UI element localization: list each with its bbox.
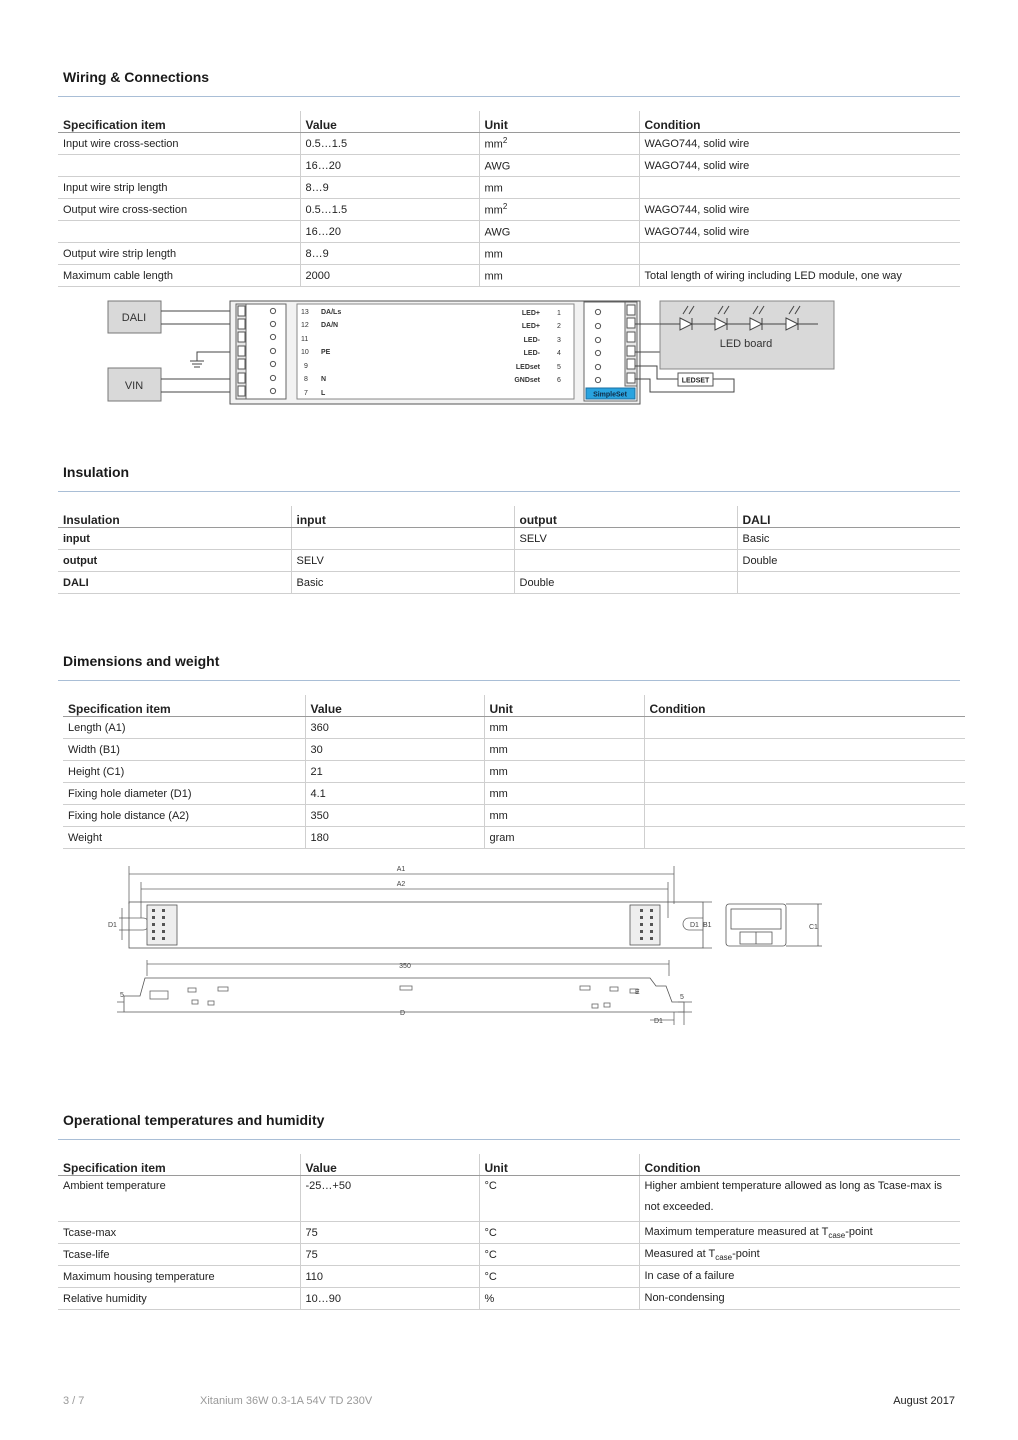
table-header-row	[63, 695, 965, 717]
terminal-blocks-top	[147, 905, 660, 945]
spec-condition	[639, 1222, 960, 1244]
spec-value: 0.5…1.5	[300, 199, 479, 221]
unit-superscript: 2	[502, 136, 508, 146]
insulation-table	[58, 506, 960, 594]
table-row	[58, 1266, 960, 1288]
terminal-name: PE	[321, 349, 331, 356]
table-row	[63, 827, 965, 849]
table-header-row	[58, 506, 960, 528]
spec-unit: gram	[484, 827, 644, 849]
terminal-number: 11	[301, 336, 309, 343]
terminal-name: LED-	[523, 350, 540, 357]
terminal-number: 12	[301, 322, 309, 329]
terminal-number: 8	[304, 376, 308, 383]
table-cell	[514, 550, 737, 572]
terminal-number: 7	[304, 390, 308, 397]
table-row	[63, 739, 965, 761]
spec-condition	[644, 761, 965, 783]
spec-unit: mm	[484, 805, 644, 827]
temperatures-table	[58, 1154, 960, 1310]
table-row	[58, 1176, 960, 1222]
terminal-number: 3	[557, 337, 561, 344]
terminal-name: DA/N	[321, 322, 339, 329]
table-row	[58, 1222, 960, 1244]
table-row	[58, 1244, 960, 1266]
dim-label-d1-side: D1	[654, 1018, 663, 1025]
led-board-label: LED board	[719, 338, 773, 350]
spec-unit: °C	[479, 1266, 639, 1288]
spec-unit: %	[479, 1288, 639, 1310]
row-header: input	[58, 528, 291, 550]
product-name: Xitanium 36W 0.3-1A 54V TD 230V	[200, 1395, 373, 1407]
table-row	[63, 717, 965, 739]
dimensions-section-title: Dimensions and weight	[63, 653, 220, 669]
ledset-label: LEDSET	[681, 377, 710, 385]
spec-value: 21	[305, 761, 484, 783]
condition-text: Measured at T	[644, 1247, 716, 1260]
terminal-name: LED+	[521, 310, 540, 317]
spec-item: Fixing hole distance (A2)	[63, 805, 305, 827]
header-cell: Value	[300, 111, 479, 133]
spec-item: Tcase-life	[58, 1244, 300, 1266]
spec-condition: WAGO744, solid wire	[639, 133, 960, 155]
end-view	[726, 904, 822, 946]
spec-value: -25…+50	[300, 1176, 479, 1222]
header-cell: Unit	[484, 695, 644, 717]
table-row	[63, 783, 965, 805]
spec-condition: WAGO744, solid wire	[639, 221, 960, 243]
spec-unit: mm	[484, 783, 644, 805]
spec-item: Output wire strip length	[58, 243, 300, 265]
header-cell: input	[291, 506, 514, 528]
row-header: output	[58, 550, 291, 572]
document-date: August 2017	[893, 1395, 955, 1407]
spec-value: 75	[300, 1244, 479, 1266]
dim-label-c1: C1	[809, 924, 818, 931]
section-divider	[58, 1139, 960, 1140]
table-cell: Double	[514, 572, 737, 594]
spec-value: 4.1	[305, 783, 484, 805]
led-board	[660, 301, 834, 369]
dimension-labels	[108, 866, 818, 1025]
spec-condition: WAGO744, solid wire	[639, 155, 960, 177]
spec-value: 8…9	[300, 243, 479, 265]
terminal-number: 9	[304, 363, 308, 370]
spec-item: Input wire strip length	[58, 177, 300, 199]
condition-suffix: -point	[845, 1225, 873, 1238]
dim-label-d1-left: D1	[108, 922, 117, 929]
spec-condition	[644, 783, 965, 805]
dim-label-5-left: 5	[120, 992, 124, 999]
spec-item: Input wire cross-section	[58, 133, 300, 155]
dim-label-d: D	[400, 1010, 406, 1017]
header-cell: Value	[305, 695, 484, 717]
spec-value: 110	[300, 1266, 479, 1288]
table-row	[58, 265, 960, 287]
spec-condition	[644, 805, 965, 827]
condition-text: Higher ambient temperature allowed as long as Tcase-max is not exceeded.	[644, 1180, 943, 1213]
unit-text: AWG	[484, 160, 511, 173]
unit-text: mm	[484, 204, 503, 217]
header-cell: Condition	[644, 695, 965, 717]
table-row	[58, 199, 960, 221]
terminal-number: 5	[557, 364, 561, 371]
table-row	[63, 805, 965, 827]
unit-text: AWG	[484, 226, 511, 239]
unit-text: mm	[484, 248, 503, 261]
terminal-name: LED+	[521, 323, 540, 330]
spec-value: 350	[305, 805, 484, 827]
header-cell: DALI	[737, 506, 960, 528]
spec-item: Weight	[63, 827, 305, 849]
terminal-name: LEDset	[515, 364, 540, 371]
spec-value: 360	[305, 717, 484, 739]
spec-condition	[639, 1288, 960, 1310]
terminal-number: 1	[557, 310, 561, 317]
wiring-table	[58, 111, 960, 287]
section-divider	[58, 680, 960, 681]
spec-unit: °C	[479, 1222, 639, 1244]
condition-text: In case of a failure	[644, 1269, 735, 1282]
unit-text: mm	[484, 138, 503, 151]
spec-unit	[479, 265, 639, 287]
dim-label-a2: A2	[396, 881, 406, 888]
spec-value: 8…9	[300, 177, 479, 199]
table-row	[58, 155, 960, 177]
table-header-row	[58, 111, 960, 133]
dali-label: DALI	[121, 312, 147, 324]
terminal-name: LED-	[523, 337, 540, 344]
spec-unit: °C	[479, 1176, 639, 1222]
table-cell	[291, 528, 514, 550]
spec-unit	[479, 221, 639, 243]
dim-label-5-right: 5	[680, 994, 684, 1001]
dimensions-table	[63, 695, 965, 849]
header-cell: Condition	[639, 1154, 960, 1176]
terminal-name: GNDset	[514, 377, 540, 384]
spec-value: 10…90	[300, 1288, 479, 1310]
dim-label-d1-right: D1	[690, 922, 699, 929]
unit-text: mm	[484, 182, 503, 195]
header-cell: Unit	[479, 111, 639, 133]
spec-value: 0.5…1.5	[300, 133, 479, 155]
temperatures-section-title: Operational temperatures and humidity	[63, 1112, 325, 1128]
header-cell: Specification item	[58, 1154, 300, 1176]
dim-label-b1: B1	[703, 922, 712, 929]
condition-text: Maximum temperature measured at T	[644, 1225, 829, 1238]
condition-subscript: case	[828, 1230, 846, 1240]
terminal-name: L	[321, 390, 326, 397]
section-divider	[58, 491, 960, 492]
vin-label: VIN	[124, 380, 144, 392]
terminal-name: DA/Ls	[321, 309, 342, 316]
table-row	[58, 550, 960, 572]
table-row	[58, 221, 960, 243]
spec-condition	[639, 1266, 960, 1288]
wiring-diagram	[100, 295, 845, 410]
header-cell: Value	[300, 1154, 479, 1176]
spec-item: Ambient temperature	[58, 1176, 300, 1222]
wiring-section-title: Wiring & Connections	[63, 69, 210, 85]
header-cell: Unit	[479, 1154, 639, 1176]
header-cell: Specification item	[63, 695, 305, 717]
spec-item: Output wire cross-section	[58, 199, 300, 221]
terminal-pins	[152, 909, 653, 940]
spec-item: Height (C1)	[63, 761, 305, 783]
spec-unit	[479, 177, 639, 199]
unit-superscript: 2	[502, 202, 508, 212]
insulation-section-title: Insulation	[63, 464, 130, 480]
dimension-drawing	[100, 860, 830, 1035]
table-cell: Basic	[737, 528, 960, 550]
spec-item: Width (B1)	[63, 739, 305, 761]
spec-unit: mm	[484, 739, 644, 761]
unit-text: mm	[484, 270, 503, 283]
spec-unit	[479, 133, 639, 155]
spec-value: 180	[305, 827, 484, 849]
condition-suffix: -point	[732, 1247, 760, 1260]
table-header-row	[58, 1154, 960, 1176]
header-cell: Specification item	[58, 111, 300, 133]
section-divider	[58, 96, 960, 97]
spec-condition	[644, 717, 965, 739]
spec-item: Maximum housing temperature	[58, 1266, 300, 1288]
spec-item: Fixing hole diameter (D1)	[63, 783, 305, 805]
spec-unit	[479, 199, 639, 221]
table-cell: Double	[737, 550, 960, 572]
spec-unit: mm	[484, 761, 644, 783]
spec-value: 2000	[300, 265, 479, 287]
table-cell: Basic	[291, 572, 514, 594]
terminal-number: 4	[557, 350, 561, 357]
spec-unit	[479, 243, 639, 265]
terminal-number: 13	[301, 309, 309, 316]
spec-unit: mm	[484, 717, 644, 739]
spec-item: Tcase-max	[58, 1222, 300, 1244]
condition-subscript: case	[715, 1252, 733, 1262]
spec-condition	[644, 739, 965, 761]
terminal-number: 2	[557, 323, 561, 330]
table-cell: SELV	[291, 550, 514, 572]
table-row	[58, 572, 960, 594]
input-wires	[161, 311, 238, 392]
dim-label-a1: A1	[396, 866, 406, 873]
table-cell	[737, 572, 960, 594]
spec-item	[58, 221, 300, 243]
terminal-name: N	[321, 376, 327, 383]
dim-label-350: 350	[399, 963, 411, 970]
terminal-number: 6	[557, 377, 561, 384]
spec-value: 30	[305, 739, 484, 761]
spec-condition	[639, 243, 960, 265]
table-row	[63, 761, 965, 783]
spec-value: 75	[300, 1222, 479, 1244]
table-row	[58, 1288, 960, 1310]
spec-value: 16…20	[300, 221, 479, 243]
spec-condition	[639, 177, 960, 199]
spec-condition	[639, 1244, 960, 1266]
condition-text: Non-condensing	[644, 1291, 725, 1304]
table-row	[58, 133, 960, 155]
spec-item: Maximum cable length	[58, 265, 300, 287]
spec-condition	[639, 1176, 960, 1222]
spec-item: Length (A1)	[63, 717, 305, 739]
spec-item	[58, 155, 300, 177]
table-row	[58, 243, 960, 265]
spec-condition	[644, 827, 965, 849]
spec-condition: Total length of wiring including LED module, one way	[639, 265, 960, 287]
dim-label-e: E	[635, 989, 640, 996]
simpleset-label: SimpleSet	[593, 391, 627, 399]
row-header: DALI	[58, 572, 291, 594]
table-row	[58, 528, 960, 550]
terminal-number: 10	[301, 349, 309, 356]
page-number: 3 / 7	[63, 1395, 85, 1407]
spec-condition: WAGO744, solid wire	[639, 199, 960, 221]
header-cell: Condition	[639, 111, 960, 133]
spec-unit	[479, 155, 639, 177]
spec-value: 16…20	[300, 155, 479, 177]
header-cell: output	[514, 506, 737, 528]
spec-unit: °C	[479, 1244, 639, 1266]
header-cell: Insulation	[58, 506, 291, 528]
table-cell: SELV	[514, 528, 737, 550]
spec-item: Relative humidity	[58, 1288, 300, 1310]
top-view-outline	[119, 866, 712, 948]
table-row	[58, 177, 960, 199]
